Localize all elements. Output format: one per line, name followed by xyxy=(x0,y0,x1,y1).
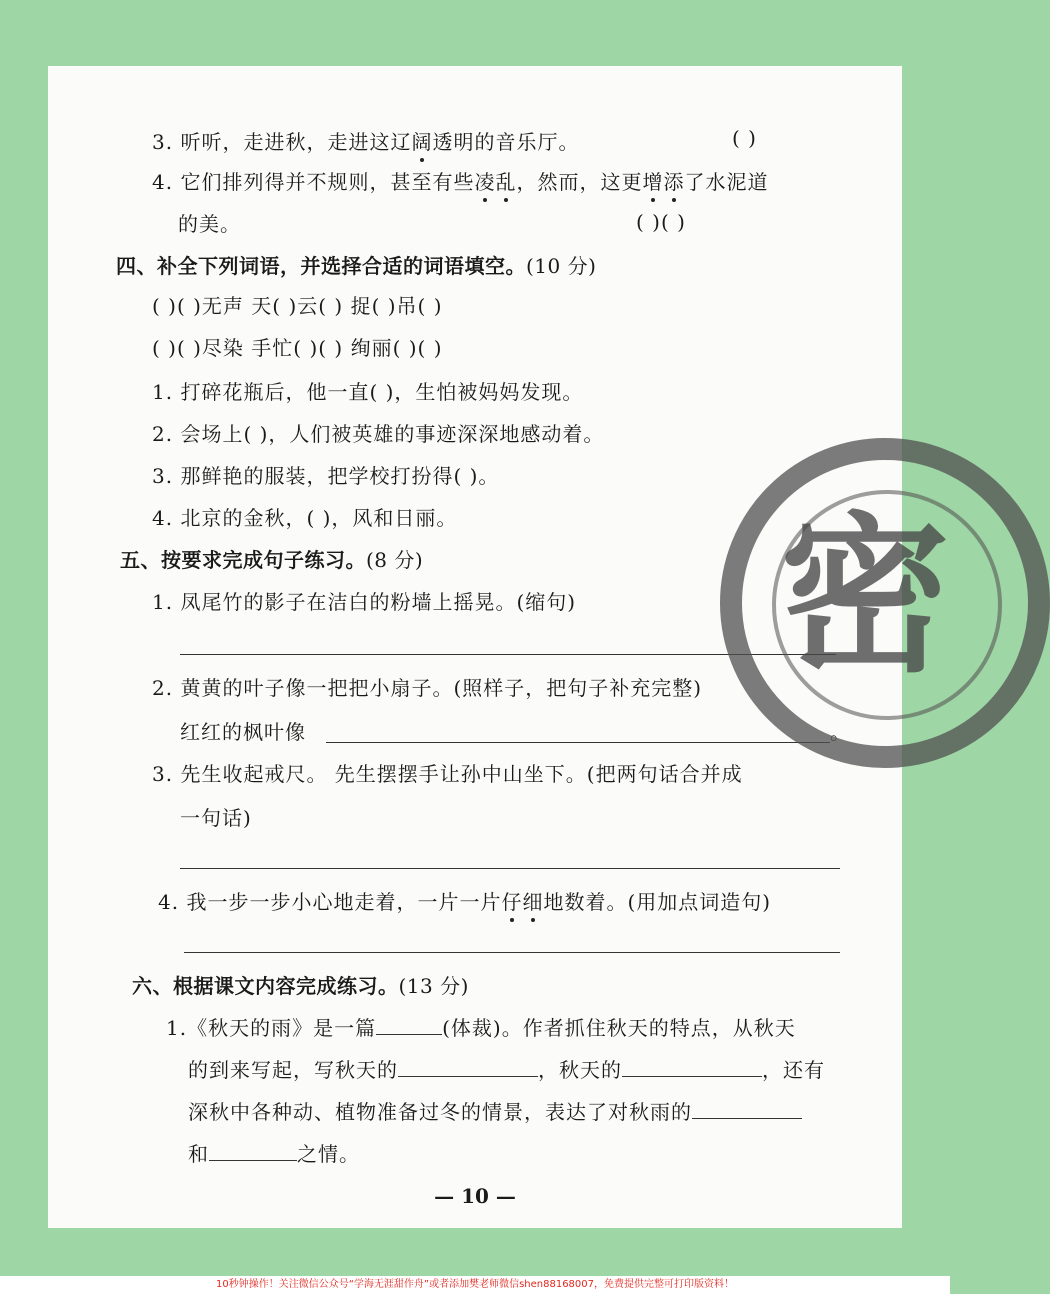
confidential-stamp xyxy=(720,438,1050,768)
sec4-word-row-2[interactable]: ( )( )尽染 手忙( )( ) 绚丽( )( ) xyxy=(152,336,443,360)
sec4-word-row-1[interactable]: ( )( )无声 天( )云( ) 捉( )吊( ) xyxy=(152,294,443,318)
sec4-question-4[interactable]: 4. 北京的金秋，( )，风和日丽。 xyxy=(152,506,458,530)
sec4-question-1[interactable]: 1. 打碎花瓶后，他一直( )，生怕被妈妈发现。 xyxy=(152,380,584,404)
sec5-q2-answer-line[interactable] xyxy=(326,742,830,743)
section-6-heading: 六、根据课文内容完成练习。(13 分) xyxy=(132,974,469,998)
sec5-question-2-line2: 红红的枫叶像 xyxy=(180,720,306,744)
sec6-line-3: 深秋中各种动、植物准备过冬的情景，表达了对秋雨的 xyxy=(188,1100,802,1124)
sec3-q4-answer-brackets[interactable]: ( )( ) xyxy=(636,210,686,234)
sec5-question-4: 4. 我一步一步小心地走着，一片一片仔细地数着。(用加点词造句) xyxy=(158,890,772,914)
sec6-blank-4[interactable] xyxy=(209,1142,297,1161)
sec4-question-3[interactable]: 3. 那鲜艳的服装，把学校打扮得( )。 xyxy=(152,464,500,488)
sec3-q3-answer-bracket[interactable]: ( ) xyxy=(732,126,757,150)
sec6-line-1: 1.《秋天的雨》是一篇 (体裁)。作者抓住秋天的特点，从秋天 xyxy=(166,1016,796,1040)
sec5-q3-answer-line[interactable] xyxy=(180,868,840,869)
sec3-question-4-line2: 的美。 xyxy=(178,212,241,236)
sec6-blank-1[interactable] xyxy=(398,1058,538,1077)
sec6-line-2: 的到来写起，写秋天的 ，秋天的 ，还有 xyxy=(188,1058,825,1082)
stamp-character: 密 xyxy=(780,498,951,696)
sec6-blank-3[interactable] xyxy=(692,1100,802,1119)
page-number: — 10 — xyxy=(434,1184,516,1208)
sec5-q2-period: 。 xyxy=(830,720,851,744)
sec4-question-2[interactable]: 2. 会场上( )，人们被英雄的事迹深深地感动着。 xyxy=(152,422,605,446)
sec5-question-2: 2. 黄黄的叶子像一把把小扇子。(照样子，把句子补充完整) xyxy=(152,676,703,700)
sec5-question-1: 1. 凤尾竹的影子在洁白的粉墙上摇晃。(缩句) xyxy=(152,590,577,614)
footer-promo-text: 10秒钟操作！关注微信公众号“学海无涯甜作舟”或者添加樊老师微信shen88168007，免费提供完整可打印版资料！ xyxy=(0,1276,950,1294)
sec6-line-4: 和 之情。 xyxy=(188,1142,360,1166)
sec5-question-3-line2: 一句话) xyxy=(180,806,252,830)
sec3-question-4: 4. 它们排列得并不规则，甚至有些凌乱，然而，这更增添了水泥道 xyxy=(152,170,769,194)
section-4-heading: 四、补全下列词语，并选择合适的词语填空。(10 分) xyxy=(116,254,597,278)
sec5-q4-answer-line[interactable] xyxy=(184,952,840,953)
sec3-question-3: 3. 听听，走进秋，走进这辽阔透明的音乐厅。 xyxy=(152,130,580,154)
sec6-blank-2[interactable] xyxy=(622,1058,762,1077)
section-5-heading: 五、按要求完成句子练习。(8 分) xyxy=(120,548,424,572)
sec5-question-3: 3. 先生收起戒尺。 先生摆摆手让孙中山坐下。(把两句话合并成 xyxy=(152,762,743,786)
worksheet-page xyxy=(48,66,951,1228)
sec6-blank-genre[interactable] xyxy=(376,1016,442,1035)
